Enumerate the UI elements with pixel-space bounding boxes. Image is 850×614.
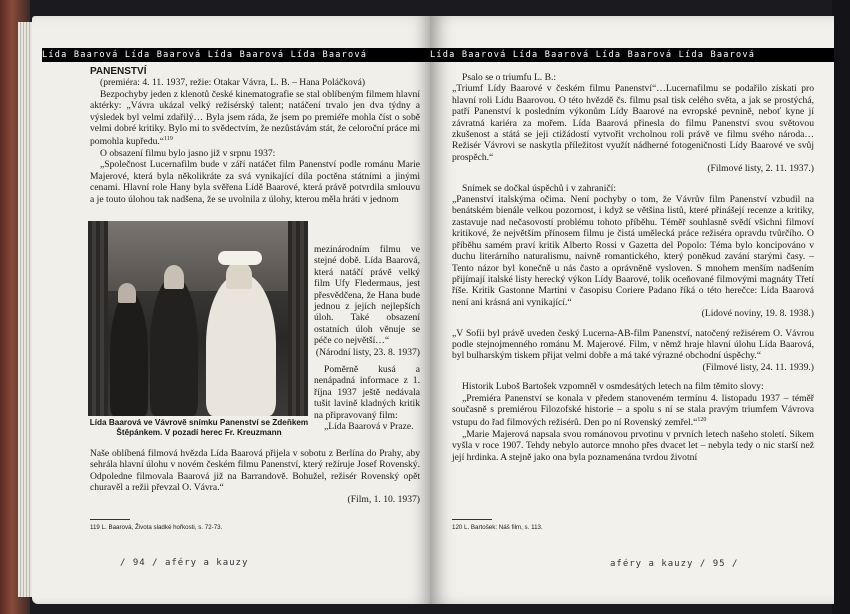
r-source-1: (Filmové listy, 2. 11. 1937.): [707, 163, 814, 175]
r-paragraph-3: Snímek se dočkal úspěchů i v zahraničí:: [462, 182, 616, 194]
footnote-120: 120 L. Bartošek: Náš film, s. 113.: [452, 524, 543, 531]
left-page: [32, 16, 430, 604]
r-paragraph-7: „Premiéra Panenství se konala v předem stanoveném termínu 4. listopadu 1937 – téměř současně s premiérou Filozofské historie – a spolu s ní se stala pravým triumfem Vávrova vstupu do řad filmových režisérů. Den po ní Rovenský zemřel.“$^{120}$: [452, 392, 814, 429]
paragraph-1: Bezpochyby jeden z klenotů české kinematografie se stal oblíbeným filmem hlavní aktérky: „Vávra ukázal velký režisérský talent; natáčení trvalo jen dva týdny a výsledek byl velmi zdařilý… Byla jsem ráda, že jsem po premiéře mohla číst o sobě velmi dobré kritiky. Bylo mi to svědectvím, že nezůstávám stát, že celoroční práce mi pomohla kupředu.“$^{119}$: [90, 88, 420, 148]
page-number-94: / 94 / aféry a kauzy: [120, 558, 249, 568]
r-source-3: (Filmové listy, 24. 11. 1939.): [702, 361, 814, 373]
r-paragraph-6: Historik Luboš Bartošek vzpomněl v osmdesátých letech na film těmito slovy:: [462, 381, 764, 393]
r-paragraph-8: „Marie Majerová napsala svou románovou prvotinu v prvních letech našeho století. Sikem vyšla v roce 1907. Tehdy nebylo autorce mnoho přes dvacet let – nebyla tedy o nic starší než její hrdinka. A stejně jako ona byla poznamenána tvrdou životní: [452, 428, 814, 463]
photo-caption: Lída Baarová ve Vávrově snímku Panenství se Zdeňkem Štěpánkem. V pozadí herec Fr. Kreuzmann: [89, 418, 309, 437]
paragraph-3: „Společnost Lucernafilm bude v září natáčet film Panenství podle románu Marie Majerové, která byla několikráte za svá vynikající díla poctěna státními a jinými cenami. Hlavní role Hany byla svěřena Lídě Baarové, která právě potvrdila smlouvu a je touto úlohou tak nadšena, že se uvolnila z úlohy, kterou měla hráti v jednom: [90, 159, 420, 205]
r-paragraph-4: „Panenství italskýma očima. Není pochyby o tom, že Vávrův film Panenství vzbudil na benátském bienále velkou pozornost, i když se většina listů, které přinášejí recenze a kritiky, zastavuje nad nečasovostí problému tohoto příběhu. Téměř souhlasně svědí všichni filmoví kritikové, že největším přínosem filmu je čistá umělecká práce režiséra opravdu tvůrčího. O příběhu samém praví kritik Alberto Rossi v Gazetta del Popolo: Téma bylo koncipováno v duchu literárního naturalismu, naivně romantického, který poněkud zavání starými časy. – Tento názor byl konečně u nás často a oprávněně vysloven. S mnohem menším nadšením přijímají italské listy herecký výkon Lídy Baarové, tolik oceňované filmovými magnáty Třetí říše. Kritik Gastonne Martini v časopisu Coriere Padano říká o této herečce: Lída Baarová není ani krásná ani vynikající.“: [452, 194, 814, 308]
paragraph-2: O obsazení filmu bylo jasno již v srpnu 1937:: [100, 148, 276, 160]
background-right: [832, 0, 850, 614]
intro-line: (premiéra: 4. 11. 1937, režie: Otakar Vávra, L. B. – Hana Poláčková): [100, 77, 366, 89]
paragraph-5: Naše oblíbená filmová hvězda Lída Baarová přijela v sobotu z Berlína do Prahy, aby sehrála hlavní úlohu v novém českém filmu Panenství, který režíruje Josef Rovenský. Odpoledne filmovala Baarová již na Barrandově. Bohužel, režisér Rovenský opět churavěl a režii převzal O. Vávra.“: [90, 448, 420, 494]
left-text-top: [90, 66, 420, 205]
paragraph-3-continued: mezinárodním filmu ve stejné době. Lída Baarová, která natáčí právě velký film Ufy Fledermaus, jest přesvědčena, že Hana bude jednou z jejích nejlepších úloh. Také obsazení ostatních úloh věnuje se péče co největší…“: [314, 244, 420, 347]
running-head-right: Lída Baarová Lída Baarová Lída Baarová Lída Baarová: [430, 48, 834, 62]
footnote-119: 119 L. Baarová, Života sladké hořkosti, s. 72-73.: [90, 524, 223, 531]
r-paragraph-2: „Triumf Lídy Baarové v českém filmu Panenství“…Lucernafilmu se podařilo získati pro hlavní roli Lídu Baarovou. O této hvězdě čs. filmu psal tisk celého světa, a jak se prostýchá, patří Panenství k posledním výkonům Lídy Baarové na evropské pevnině, neboť kyne jí závratná kariéra za mořem. Lída Baarová přinesla do filmu Panenství svou světovou zkušenost a státá se jeji ctižádostí vytvořit vrcholnou roli právě ve filmu svého národa… Režisér Vávrovi se naskytla příležitost využít nádherné fotogeničnosti Lídy Baarové ve svůj prospěch.“: [452, 83, 814, 163]
section-heading: PANENSTVÍ: [90, 66, 147, 77]
r-source-2: (Lidové noviny, 19. 8. 1938.): [701, 308, 814, 320]
source-citation-2: (Film, 1. 10. 1937): [347, 493, 420, 505]
source-citation-1: (Národní listy, 23. 8. 1937): [315, 346, 420, 358]
film-still-photo: [88, 221, 308, 416]
left-text-side: [314, 244, 420, 433]
paragraph-4: Poměrně kusá a nenápadná informace z 1. října 1937 ještě nedávala tušit lavině kladných kritik na připravovaný film:: [314, 364, 420, 421]
left-text-bottom: [90, 448, 420, 505]
running-head-left: Lída Baarová Lída Baarová Lída Baarová Lída Baarová: [42, 48, 430, 62]
right-page: [430, 16, 834, 604]
page-number-95: aféry a kauzy / 95 /: [610, 559, 739, 569]
right-text: [452, 72, 814, 463]
r-paragraph-5: „V Sofii byl právě uveden český Lucerna-AB-film Panenství, natočený režisérem O. Vávrou podle stejnojmenného románu M. Majerové. Film, v němž hraje hlavní úlohu Lída Baarová, byl bulharským tiskem přijat velmi dobře a má také výrazné obchodní úspěchy.“: [452, 327, 814, 362]
paragraph-5-start: „Lída Baarová v Praze.: [324, 421, 414, 433]
r-paragraph-1: Psalo se o triumfu L. B.:: [462, 72, 557, 83]
